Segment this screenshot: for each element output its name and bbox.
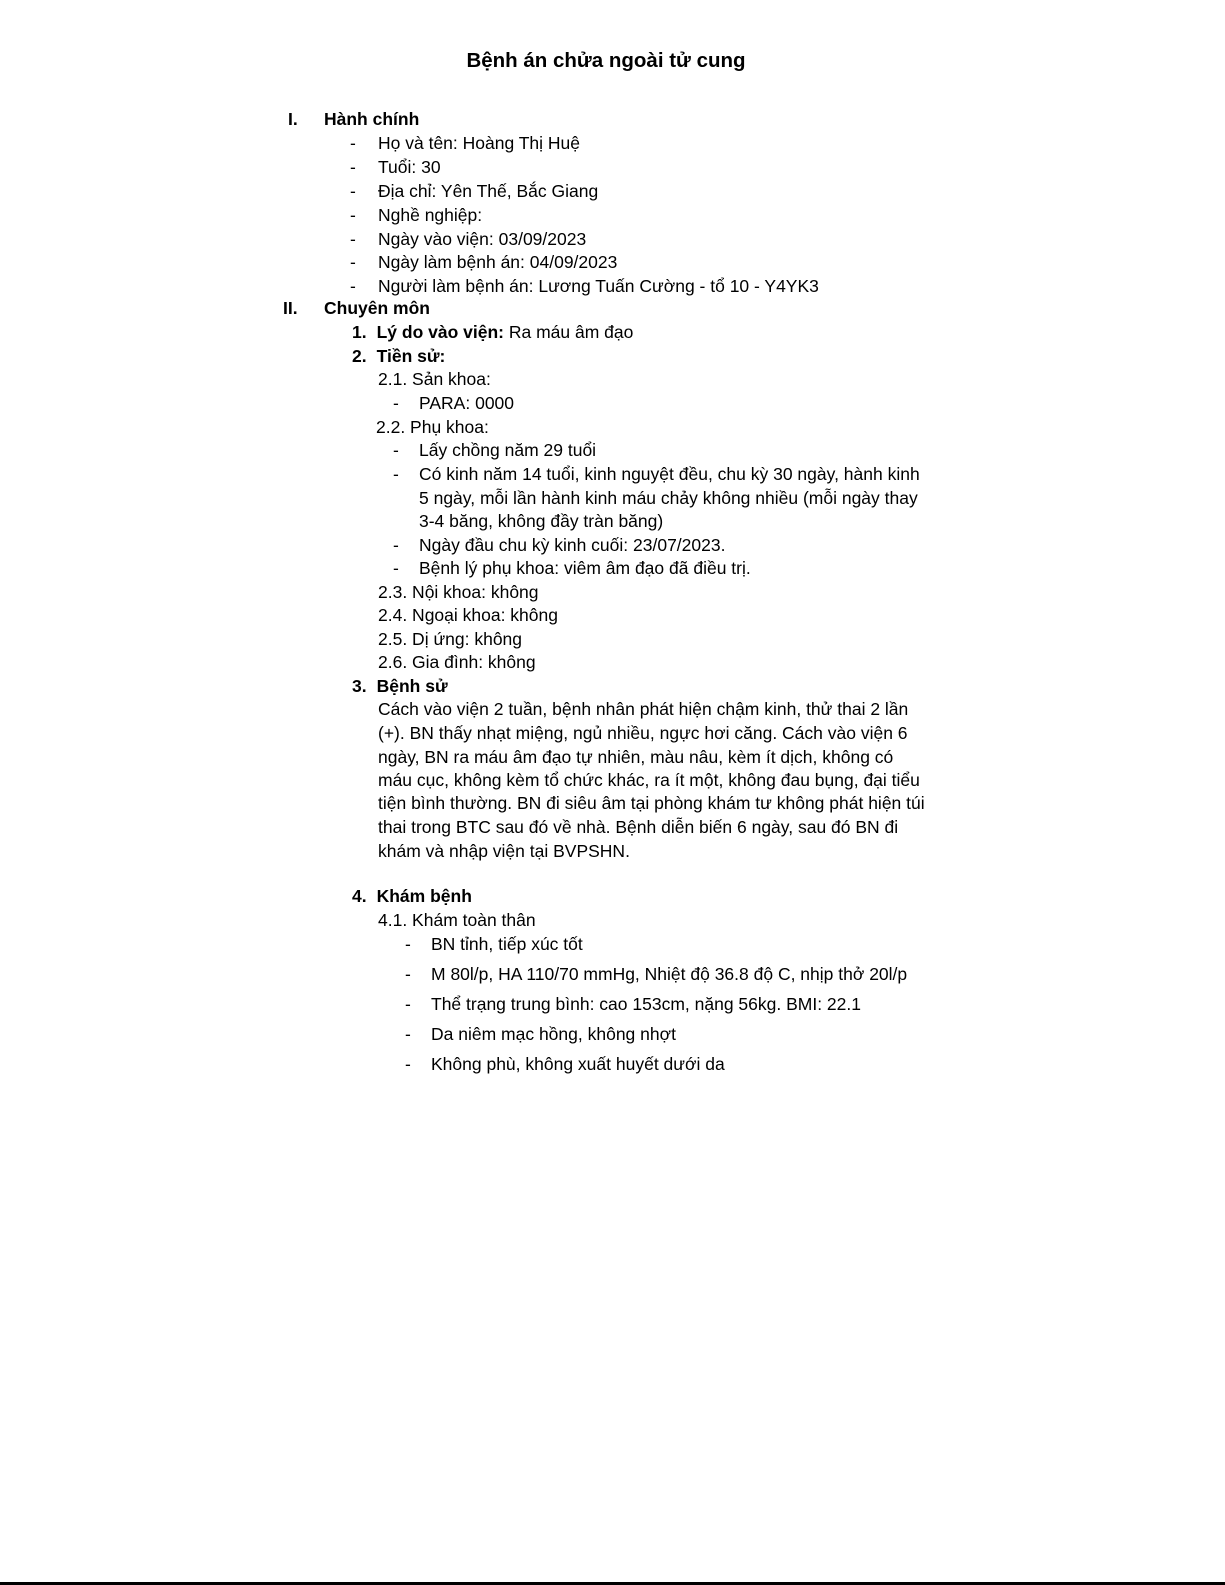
present-illness-label: Bệnh sử bbox=[376, 676, 448, 696]
exam-item-skin: Da niêm mạc hồng, không nhợt bbox=[431, 1024, 676, 1044]
gyn-item-lmp: Ngày đầu chu kỳ kinh cuối: 23/07/2023. bbox=[419, 535, 726, 555]
gyn-item-menarche-line-1: Có kinh năm 14 tuổi, kinh nguyệt đều, chu kỳ 30 ngày, hành kinh bbox=[419, 464, 920, 484]
family-history: 2.6. Gia đình: không bbox=[378, 652, 536, 672]
bullet-dash: - bbox=[350, 157, 356, 177]
para-value: PARA: 0000 bbox=[419, 393, 515, 413]
surgical-history: 2.4. Ngoại khoa: không bbox=[378, 605, 558, 625]
present-illness-line: khám và nhập viện tại BVPSHN. bbox=[378, 841, 630, 861]
gyn-item-menarche-line-2: 5 ngày, mỗi lần hành kinh máu chảy không nhiều (mỗi ngày thay bbox=[419, 488, 918, 508]
exam-item-consciousness: BN tỉnh, tiếp xúc tốt bbox=[431, 934, 583, 954]
gynecologic-heading: 2.2. Phụ khoa: bbox=[376, 417, 489, 437]
exam-item-physique: Thể trạng trung bình: cao 153cm, nặng 56kg. BMI: 22.1 bbox=[431, 994, 861, 1014]
record-author: Người làm bệnh án: Lương Tuấn Cường - tổ 10 - Y4YK3 bbox=[378, 276, 819, 296]
bullet-dash: - bbox=[350, 276, 356, 296]
bullet-dash: - bbox=[405, 934, 411, 954]
section-1-number: I. bbox=[288, 109, 298, 129]
examination-heading bbox=[352, 885, 472, 907]
exam-item-vitals: M 80l/p, HA 110/70 mmHg, Nhiệt độ 36.8 độ C, nhịp thở 20l/p bbox=[431, 964, 908, 984]
general-exam-heading: 4.1. Khám toàn thân bbox=[378, 910, 536, 930]
document-title: Bệnh án chửa ngoài tử cung bbox=[466, 49, 746, 72]
examination-label: Khám bệnh bbox=[376, 886, 472, 906]
history-label: Tiền sử: bbox=[376, 346, 446, 366]
internal-medicine-history: 2.3. Nội khoa: không bbox=[378, 582, 539, 602]
present-illness-line: máu cục, không kèm tổ chức khác, ra ít một, không đau bụng, đại tiểu bbox=[378, 770, 920, 790]
bullet-dash: - bbox=[405, 964, 411, 984]
list-number: 3. bbox=[352, 676, 367, 696]
allergy-history: 2.5. Dị ứng: không bbox=[378, 629, 523, 649]
present-illness-heading bbox=[352, 675, 448, 697]
section-2-heading: Chuyên môn bbox=[324, 298, 430, 318]
admission-date: Ngày vào viện: 03/09/2023 bbox=[378, 229, 587, 249]
bullet-dash: - bbox=[350, 133, 356, 153]
patient-occupation: Nghề nghiệp: bbox=[378, 205, 483, 225]
history-heading bbox=[352, 345, 445, 367]
obstetric-heading: 2.1. Sản khoa: bbox=[378, 369, 491, 389]
list-number: 4. bbox=[352, 886, 367, 906]
admission-reason bbox=[352, 321, 633, 343]
bullet-dash: - bbox=[405, 994, 411, 1014]
record-date: Ngày làm bệnh án: 04/09/2023 bbox=[378, 252, 618, 272]
patient-name: Họ và tên: Hoàng Thị Huệ bbox=[378, 133, 581, 153]
bullet-dash: - bbox=[350, 252, 356, 272]
patient-address: Địa chỉ: Yên Thế, Bắc Giang bbox=[378, 181, 599, 201]
bullet-dash: - bbox=[393, 440, 399, 460]
section-1-heading: Hành chính bbox=[324, 109, 420, 129]
bullet-dash: - bbox=[350, 229, 356, 249]
gyn-item-pathology: Bệnh lý phụ khoa: viêm âm đạo đã điều trị. bbox=[419, 558, 751, 578]
present-illness-line: ngày, BN ra máu âm đạo tự nhiên, màu nâu, kèm ít dịch, không có bbox=[378, 747, 894, 767]
exam-item-edema: Không phù, không xuất huyết dưới da bbox=[431, 1054, 725, 1074]
gyn-item-menarche-line-3: 3-4 băng, không đầy tràn băng) bbox=[419, 511, 664, 531]
bullet-dash: - bbox=[350, 205, 356, 225]
present-illness-line: Cách vào viện 2 tuần, bệnh nhân phát hiện chậm kinh, thử thai 2 lần bbox=[378, 699, 909, 719]
present-illness-line: tiện bình thường. BN đi siêu âm tại phòng khám tư không phát hiện túi bbox=[378, 793, 925, 813]
list-number: 1. bbox=[352, 322, 367, 342]
bullet-dash: - bbox=[393, 535, 399, 555]
bullet-dash: - bbox=[393, 464, 399, 484]
list-number: 2. bbox=[352, 346, 367, 366]
section-2-number: II. bbox=[283, 298, 298, 318]
gyn-item-marriage: Lấy chồng năm 29 tuổi bbox=[419, 440, 597, 460]
present-illness-line: thai trong BTC sau đó về nhà. Bệnh diễn biến 6 ngày, sau đó BN đi bbox=[378, 817, 899, 837]
patient-age: Tuổi: 30 bbox=[378, 157, 441, 177]
bullet-dash: - bbox=[405, 1054, 411, 1074]
bullet-dash: - bbox=[350, 181, 356, 201]
admission-reason-value: Ra máu âm đạo bbox=[504, 322, 634, 342]
bullet-dash: - bbox=[393, 393, 399, 413]
bullet-dash: - bbox=[405, 1024, 411, 1044]
admission-reason-label: Lý do vào viện: bbox=[376, 322, 504, 342]
bullet-dash: - bbox=[393, 558, 399, 578]
present-illness-line: (+). BN thấy nhạt miệng, ngủ nhiều, ngực hơi căng. Cách vào viện 6 bbox=[378, 723, 908, 743]
